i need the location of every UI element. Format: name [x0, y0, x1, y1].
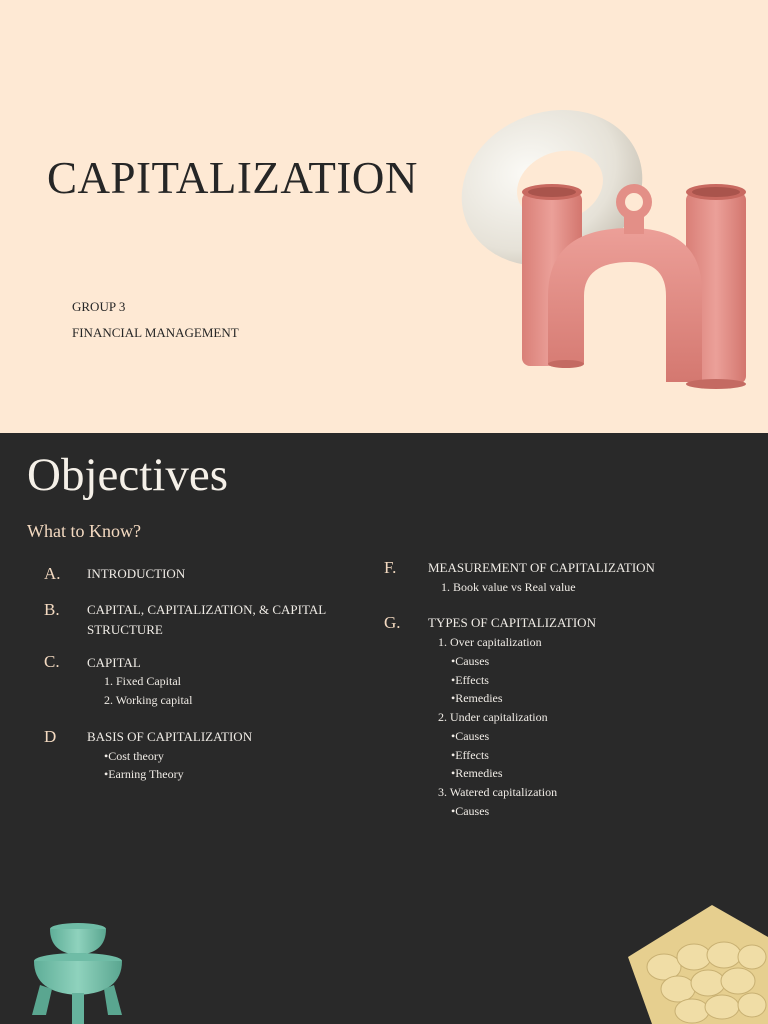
item-label: CAPITAL	[87, 655, 141, 670]
sub-item: •Causes	[451, 654, 490, 668]
group-label: GROUP 3	[72, 299, 126, 314]
item-label: MEASUREMENT OF CAPITALIZATION	[428, 560, 655, 575]
yellow-bumpy-block-illustration	[628, 905, 768, 1024]
sub-item: 1. Fixed Capital	[104, 674, 181, 688]
sub-item: •Remedies	[451, 766, 503, 780]
item-label: BASIS OF CAPITALIZATION	[87, 729, 253, 744]
sub-item: •Effects	[451, 748, 489, 762]
sub-item: •Remedies	[451, 691, 503, 705]
sub-item: •Cost theory	[104, 749, 164, 763]
item-label: INTRODUCTION	[87, 566, 186, 581]
objectives-subheading: What to Know?	[27, 521, 141, 541]
objectives-slide	[0, 433, 768, 1024]
slide-title: CAPITALIZATION	[47, 153, 418, 203]
item-label: TYPES OF CAPITALIZATION	[428, 615, 596, 630]
course-label: FINANCIAL MANAGEMENT	[72, 325, 239, 340]
item-letter: B.	[44, 600, 60, 619]
sub-item: 1. Over capitalization	[438, 635, 542, 649]
item-label-continued: STRUCTURE	[87, 622, 163, 637]
item-letter: C.	[44, 652, 60, 671]
item-letter: F.	[384, 558, 397, 577]
sub-item: 2. Under capitalization	[438, 710, 548, 724]
item-letter: G.	[384, 613, 401, 632]
item-label: CAPITAL, CAPITALIZATION, & CAPITAL	[87, 602, 327, 617]
objectives-heading: Objectives	[27, 449, 228, 501]
sub-item: 2. Working capital	[104, 693, 193, 707]
sub-item: •Earning Theory	[104, 767, 184, 781]
sub-item: •Effects	[451, 673, 489, 687]
sub-item: •Causes	[451, 729, 490, 743]
item-letter: D	[44, 727, 57, 746]
title-slide	[0, 0, 768, 433]
sub-item: 3. Watered capitalization	[438, 785, 558, 799]
sub-item: •Causes	[451, 804, 490, 818]
sub-item: 1. Book value vs Real value	[441, 580, 576, 594]
mint-vase-illustration	[26, 923, 130, 1024]
item-letter: A.	[44, 564, 61, 583]
tube-sculpture-illustration	[440, 96, 760, 396]
